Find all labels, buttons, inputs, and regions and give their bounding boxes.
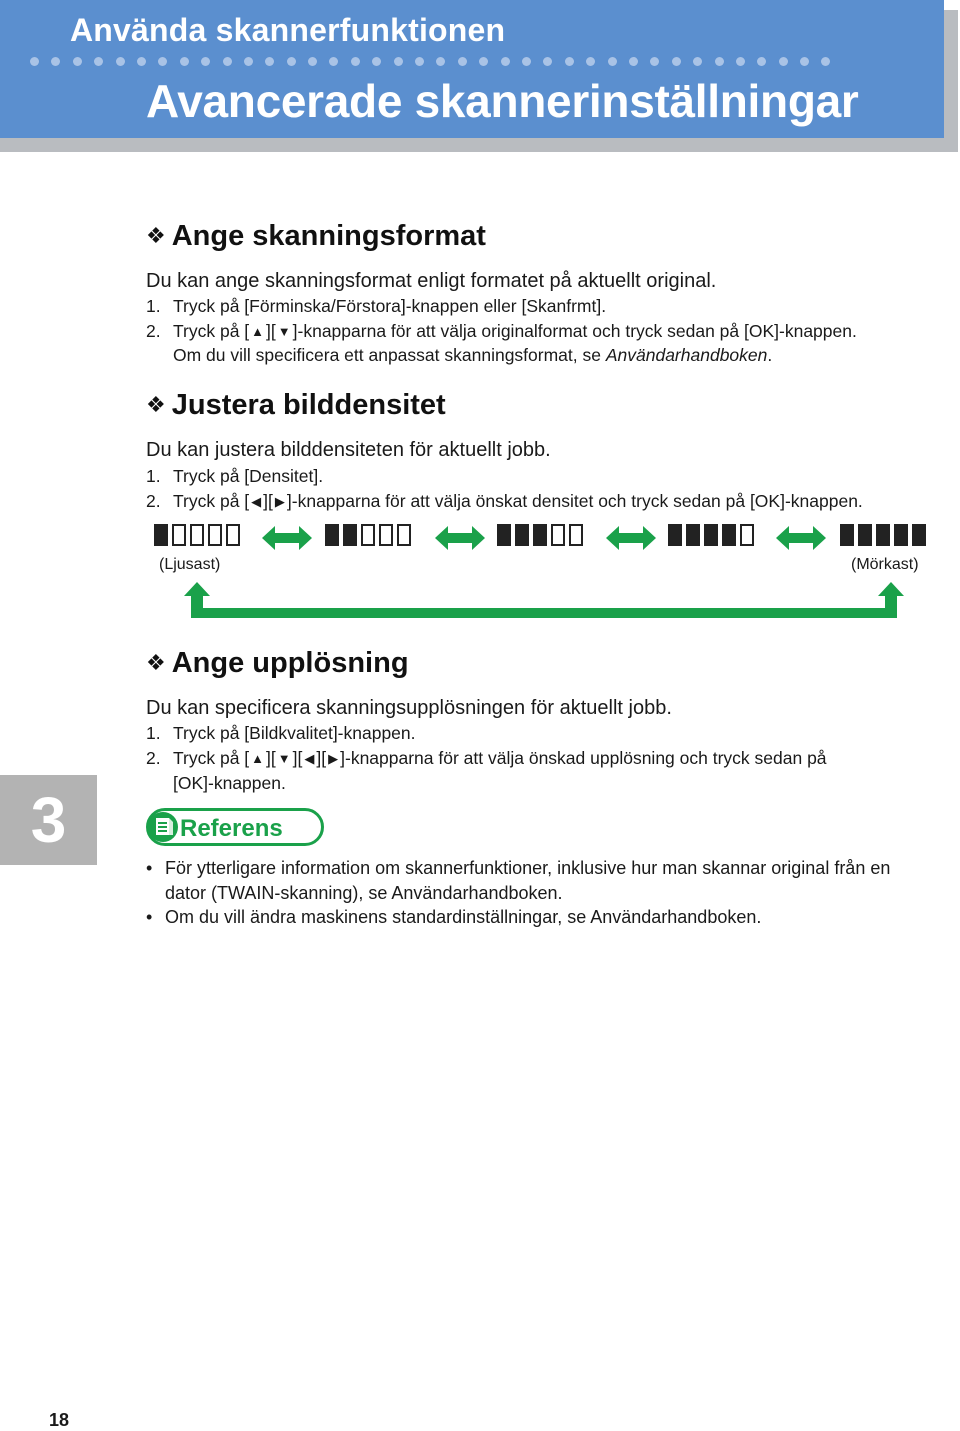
chapter-title: Använda skannerfunktionen (70, 12, 506, 48)
left-arrow-icon: ◀ (251, 494, 262, 509)
step-number: 2. (146, 321, 161, 341)
density-level-3 (497, 524, 583, 546)
double-arrow-icon (435, 525, 485, 551)
density-cell (912, 524, 926, 546)
density-cell (208, 524, 222, 546)
step-number: 1. (146, 296, 161, 316)
density-cell (397, 524, 411, 546)
density-label-lightest: (Ljusast) (159, 556, 221, 573)
right-arrow-icon: ▶ (274, 494, 285, 509)
page-title: Avancerade skannerinställningar (146, 75, 859, 127)
step-text: Tryck på [Bildkvalitet]-knappen. (173, 723, 416, 743)
reference-text: dator (TWAIN-skanning), se Användarhandboken. (165, 883, 563, 903)
density-cell (361, 524, 375, 546)
down-arrow-icon: ▼ (277, 751, 291, 766)
section-lead: Du kan justera bilddensiteten för aktuellt jobb. (146, 439, 551, 461)
density-cell (668, 524, 682, 546)
double-arrow-icon (606, 525, 656, 551)
density-cell (343, 524, 357, 546)
step-text: Tryck på [ ▲ ][ ▼ ]-knapparna för att välja originalformat och tryck sedan på [OK]-knappen. (173, 321, 857, 341)
reference-badge-label: Referens (180, 815, 283, 842)
step-text-continued: [OK]-knappen. (173, 773, 286, 793)
density-level-5 (840, 524, 926, 546)
section-heading-scan-format: ❖ Ange skanningsformat (146, 220, 486, 252)
density-cell (515, 524, 529, 546)
density-cell (154, 524, 168, 546)
section-heading-density: ❖ Justera bilddensitet (146, 389, 446, 421)
section-lead: Du kan ange skanningsformat enligt formatet på aktuellt original. (146, 270, 717, 292)
step-number: 2. (146, 491, 161, 511)
density-cell (840, 524, 854, 546)
down-arrow-icon: ▼ (277, 324, 291, 339)
step-text: Tryck på [ ◀ ][ ▶ ]-knapparna för att välja önskat densitet och tryck sedan på [OK]-knappen. (173, 491, 863, 511)
reference-badge (146, 808, 324, 846)
step-number: 1. (146, 723, 161, 743)
chapter-tab: 3 (0, 775, 97, 865)
density-cell (569, 524, 583, 546)
density-cell (551, 524, 565, 546)
page-number: 18 (49, 1410, 70, 1430)
diamond-bullet-icon: ❖ (146, 223, 166, 248)
density-level-4 (668, 524, 754, 546)
density-cell (533, 524, 547, 546)
density-cell (686, 524, 700, 546)
density-cell (325, 524, 339, 546)
step-text: Tryck på [Förminska/Förstora]-knappen eller [Skanfrmt]. (173, 296, 607, 316)
density-cell (704, 524, 718, 546)
section-lead: Du kan specificera skanningsupplösningen för aktuellt jobb. (146, 697, 672, 719)
step-text: Tryck på [ ▲ ][ ▼ ][ ◀ ][ ▶ ]-knapparna för att välja önskad upplösning och tryck sedan på (173, 748, 827, 768)
density-scale (154, 521, 936, 553)
density-range-bracket (184, 582, 904, 618)
double-arrow-icon (262, 525, 312, 551)
diamond-bullet-icon: ❖ (146, 392, 166, 417)
bullet-icon: • (146, 858, 153, 878)
density-cell (858, 524, 872, 546)
diamond-bullet-icon: ❖ (146, 650, 166, 675)
density-label-darkest: (Mörkast) (851, 556, 919, 573)
reference-text: Om du vill ändra maskinens standardinställningar, se Användarhandboken. (165, 907, 762, 927)
left-arrow-icon: ◀ (304, 751, 315, 766)
density-cell (379, 524, 393, 546)
right-arrow-icon: ▶ (328, 751, 339, 766)
density-cell (190, 524, 204, 546)
reference-text: För ytterligare information om skannerfunktioner, inklusive hur man skannar original från en (165, 858, 891, 878)
bullet-icon: • (146, 907, 153, 927)
density-cell (740, 524, 754, 546)
header-dot-divider (30, 57, 870, 67)
section-heading-resolution: ❖ Ange upplösning (146, 647, 409, 679)
density-cell (894, 524, 908, 546)
density-cell (226, 524, 240, 546)
up-arrow-icon: ▲ (251, 751, 265, 766)
step-text: Tryck på [Densitet]. (173, 466, 324, 486)
density-level-1 (154, 524, 240, 546)
step-note: Om du vill specificera ett anpassat skanningsformat, se Användarhandboken. (173, 345, 773, 365)
density-cell (497, 524, 511, 546)
density-cell (876, 524, 890, 546)
step-number: 2. (146, 748, 161, 768)
density-cell (172, 524, 186, 546)
up-arrow-icon: ▲ (251, 324, 265, 339)
double-arrow-icon (776, 525, 826, 551)
page-header (0, 0, 944, 138)
density-level-2 (325, 524, 411, 546)
density-cell (722, 524, 736, 546)
step-number: 1. (146, 466, 161, 486)
